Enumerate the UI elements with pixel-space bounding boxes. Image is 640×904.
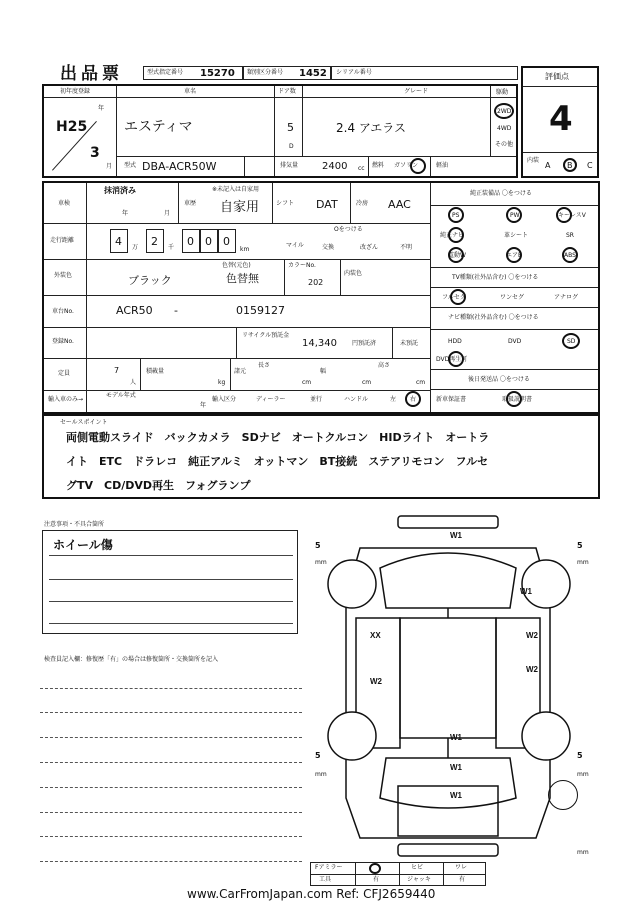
inspection-label: 車検 — [58, 200, 71, 207]
capacity-label: 定員 — [58, 370, 71, 377]
equip-ps: PS — [452, 212, 460, 219]
doors-value: 5 — [287, 121, 294, 134]
front-bumper-shape — [398, 516, 498, 528]
chassis-label: 車台No. — [52, 308, 74, 315]
equip-leather: 革シート — [504, 232, 529, 239]
shift-value: DAT — [316, 198, 338, 211]
score-box — [521, 66, 599, 178]
footer-tool-label: 工具 — [319, 876, 332, 883]
diesel-label: 軽油 — [436, 162, 449, 169]
mileage-digit-4: 0 — [205, 235, 212, 248]
capacity-unit: 人 — [130, 379, 137, 386]
import-class-parallel: 並行 — [310, 396, 323, 403]
tire-depth-fl: 5 — [315, 541, 321, 550]
rear-window-shape — [380, 758, 516, 808]
capacity-value: 7 — [114, 366, 120, 375]
handle-left: 左 — [390, 396, 397, 403]
equip-ps-circle — [448, 207, 464, 223]
tire-unit-rr: mm — [577, 771, 589, 778]
mileage-note-unknown: 不明 — [400, 244, 413, 251]
roof-panel — [400, 618, 496, 738]
drive-2wd-circle — [494, 103, 514, 119]
footer-jack-label: ジャッキ — [407, 876, 431, 883]
recycle-unpaid: 未預託 — [400, 340, 419, 347]
mark-front-bumper: W1 — [450, 531, 462, 540]
chassis-prefix: ACR50 — [116, 304, 153, 317]
tv-title: TV種類(社外品含む) 〇をつける — [452, 274, 539, 281]
mark-rear-roof: W1 — [450, 733, 462, 742]
dvd-play: DVD再生可 — [436, 356, 468, 363]
car-name: エスティマ — [124, 119, 193, 135]
mileage-unit-man: 万 — [132, 244, 139, 251]
inspection-value: 抹消済み — [104, 186, 136, 195]
inspector-label: 検査員記入欄：修復歴「有」の場合は修復箇所・交換箇所を記入 — [44, 656, 219, 663]
later-manual: 取扱説明書 — [502, 396, 533, 403]
drive-label: 駆動 — [496, 89, 509, 96]
front-right-wheel — [522, 560, 570, 608]
tv-oneseg: ワンセグ — [500, 294, 525, 301]
tire-depth-rr: 5 — [577, 751, 583, 760]
sales-points-block — [42, 414, 600, 499]
later-manual-circle — [506, 391, 522, 407]
equip-airbag: エアB — [506, 252, 523, 259]
model-designation-value: 15270 — [200, 68, 235, 79]
mileage-km: km — [240, 246, 250, 253]
drive-other: その他 — [495, 141, 514, 148]
equip-power-door: 電動W — [448, 252, 466, 259]
car-name-label: 車名 — [184, 88, 197, 95]
sales-point-line-2: イト ETC ドラレコ 純正アルミ オットマン BT接続 ステアリモコン フルセ — [66, 455, 489, 468]
equip-sr: SR — [566, 232, 574, 239]
notes-label: 注意事項・不具合箇所 — [44, 521, 105, 528]
navi-sd: SD — [567, 338, 576, 345]
mark-front-right-fender: W1 — [520, 587, 532, 596]
later-title: 後日発送品 〇をつける — [468, 376, 530, 383]
tv-fullseg: フルセグ — [442, 294, 466, 301]
fuel-circle — [410, 158, 426, 174]
recycle-label: リサイクル預託金 — [242, 332, 290, 339]
mileage-note-exchange: 交換 — [322, 244, 335, 251]
dims-length-unit: cm — [302, 379, 312, 386]
inspection-month-unit: 月 — [164, 210, 171, 217]
mileage-note-label: Oをつける — [334, 226, 363, 233]
mileage-note-tamper: 改ざん — [360, 244, 379, 251]
import-class-dealer: ディーラー — [256, 396, 286, 403]
footer-crack-label: ヒビ — [411, 864, 424, 871]
usage-value: 自家用 — [220, 200, 260, 215]
model-code-label: 型式 — [124, 162, 137, 169]
notes-box — [42, 530, 298, 634]
tire-depth-rl: 5 — [315, 751, 321, 760]
equip-power-door-circle — [448, 247, 464, 263]
interior-grade-circle — [563, 158, 577, 172]
tire-unit-spare: mm — [577, 849, 589, 856]
chassis-dash: - — [174, 304, 178, 317]
mark-left-rear-door: W2 — [370, 677, 382, 686]
rear-right-wheel — [522, 712, 570, 760]
tire-unit-rl: mm — [315, 771, 327, 778]
interior-grade-a: A — [545, 161, 551, 170]
mark-left-front-door: XX — [370, 631, 381, 640]
month-unit: 月 — [106, 163, 113, 170]
rear-hatch — [398, 786, 498, 836]
tire-unit-fr: mm — [577, 559, 589, 566]
equip-navi: 純正ナビ — [440, 232, 465, 239]
equipment-title: 純正装備品 〇をつける — [470, 190, 532, 197]
usage-label: 車歴 — [184, 200, 197, 207]
handle-right: 右 — [410, 396, 417, 403]
color-label: 外装色 — [54, 272, 73, 279]
interior-grade-b: B — [567, 161, 573, 170]
color-value: ブラック — [128, 274, 172, 287]
windshield-shape — [380, 553, 516, 608]
mileage-digit-3: 0 — [187, 235, 194, 248]
recycle-value: 14,340 — [302, 338, 337, 349]
doors-suffix: D — [289, 143, 294, 150]
watermark: www.CarFromJapan.com Ref: CFJ2659440 — [184, 888, 438, 900]
inspection-year-unit: 年 — [122, 210, 129, 217]
model-designation-label: 型式指定番号 — [147, 69, 184, 76]
footer-mirror-circle — [369, 863, 381, 874]
color-no-value: 202 — [308, 278, 324, 287]
first-reg-label: 初年度登録 — [60, 88, 91, 95]
equip-abs: ABS — [564, 252, 576, 259]
tv-fullseg-circle — [450, 289, 466, 305]
grade-label: グレード — [404, 88, 429, 95]
displacement-label: 排気量 — [280, 162, 299, 169]
interior-label: 内装 — [527, 157, 540, 164]
first-reg-month: 3 — [90, 145, 100, 161]
repaint-label: 色替(元色) — [222, 262, 251, 269]
sales-points-label: セールスポイント — [60, 419, 108, 426]
doors-label: ドア数 — [278, 88, 296, 95]
shift-label: シフト — [276, 200, 295, 207]
footer-mirror-label: Fアミラー — [315, 864, 343, 871]
first-reg-era-year: H25 — [56, 119, 88, 135]
recycle-unit: 円預託済 — [352, 340, 377, 347]
mileage-label: 走行距離 — [50, 237, 75, 244]
color-no-label: カラーNo. — [288, 262, 316, 269]
serial-number-label: シリアル番号 — [336, 69, 372, 76]
load-label: 積載量 — [146, 368, 165, 375]
sales-point-line-1: 両側電動スライド バックカメラ SDナビ オートクルコン HIDライト オートラ — [66, 431, 490, 444]
tire-depth-fr: 5 — [577, 541, 583, 550]
dims-height-unit: cm — [416, 379, 426, 386]
fuel-label: 燃料 — [372, 162, 385, 169]
category-number-label: 類別区分番号 — [247, 69, 284, 76]
sheet-title: 出品票 — [60, 64, 123, 84]
reg-no-label: 登録No. — [52, 338, 74, 345]
vehicle-info-block — [42, 84, 518, 178]
handle-label: ハンドル — [344, 396, 369, 403]
model-year-label: モデル年式 — [106, 392, 136, 399]
dims-width: 幅 — [320, 368, 327, 375]
dims-width-unit: cm — [362, 379, 372, 386]
ac-label: 冷房 — [356, 200, 369, 207]
mark-right-front-door: W2 — [526, 631, 538, 640]
model-designation-box — [143, 66, 243, 80]
dvd-play-circle — [448, 351, 464, 367]
mileage-digit-2: 2 — [151, 235, 158, 248]
category-number-box — [243, 66, 331, 80]
car-damage-diagram — [300, 508, 600, 864]
dims-height: 高さ — [378, 362, 391, 369]
import-only-label: 輸入車のみ→ — [48, 396, 84, 403]
mark-rear-bumper: W1 — [450, 791, 462, 800]
footer-tool-value: 有 — [373, 876, 380, 883]
navi-hdd: HDD — [448, 338, 462, 345]
grade-value: 2.4 アエラス — [336, 121, 406, 135]
equip-navi-circle — [448, 227, 464, 243]
score-value: 4 — [549, 99, 573, 139]
footer-jack-value: 有 — [459, 876, 466, 883]
equip-abs-circle — [562, 247, 578, 263]
footer-table — [310, 862, 486, 886]
later-warranty: 新車保証書 — [436, 396, 467, 403]
equip-pw: PW — [510, 212, 520, 219]
details-block — [42, 181, 600, 414]
displacement-value: 2400 — [322, 161, 348, 172]
dims-label: 諸元 — [234, 368, 247, 375]
import-class-label: 輸入区分 — [212, 396, 237, 403]
mark-rear-hatch: W1 — [450, 763, 462, 772]
navi-dvd: DVD — [508, 338, 522, 345]
rear-left-wheel — [328, 712, 376, 760]
serial-number-box — [331, 66, 518, 80]
drive-2wd: 2WD — [497, 108, 512, 115]
notes-text: ホイール傷 — [53, 538, 113, 552]
drive-4wd: 4WD — [497, 125, 512, 132]
footer-break-label: ワレ — [455, 864, 468, 871]
mileage-digit-5: 0 — [223, 235, 230, 248]
mileage-digit-1: 4 — [115, 235, 122, 248]
ac-value: AAC — [388, 198, 411, 211]
category-number-value: 1452 — [299, 68, 327, 79]
tv-analog: アナログ — [554, 294, 579, 301]
interior-grade-c: C — [587, 161, 593, 170]
tire-unit-fl: mm — [315, 559, 327, 566]
navi-sd-circle — [562, 333, 580, 349]
load-unit: kg — [218, 379, 226, 386]
rear-bumper-shape — [398, 844, 498, 856]
interior-color-label: 内装色 — [344, 270, 363, 277]
mileage-unit-sen: 千 — [168, 244, 175, 251]
equip-keyless: キーレスV — [558, 212, 586, 219]
front-left-wheel — [328, 560, 376, 608]
equip-airbag-circle — [506, 247, 522, 263]
dims-length: 長さ — [258, 362, 271, 369]
year-unit: 年 — [98, 105, 105, 112]
fuel-value: ガソリン — [394, 162, 419, 169]
score-label: 評価点 — [545, 72, 569, 81]
chassis-number: 0159127 — [236, 304, 285, 317]
mark-right-rear-door: W2 — [526, 665, 538, 674]
handle-right-circle — [405, 391, 421, 407]
navi-title: ナビ種類(社外品含む) 〇をつける — [448, 314, 539, 321]
mileage-note-mile: マイル — [286, 242, 304, 249]
model-year-unit: 年 — [200, 402, 207, 409]
spare-tire-circle — [548, 780, 578, 810]
sales-point-line-3: グTV CD/DVD再生 フォグランプ — [66, 479, 251, 492]
repaint-value: 色替無 — [226, 272, 259, 285]
equip-keyless-circle — [556, 207, 572, 223]
usage-note: ※未記入は自家用 — [212, 186, 260, 193]
model-code: DBA-ACR50W — [142, 160, 217, 173]
displacement-unit: cc — [358, 165, 365, 172]
equip-pw-circle — [506, 207, 522, 223]
